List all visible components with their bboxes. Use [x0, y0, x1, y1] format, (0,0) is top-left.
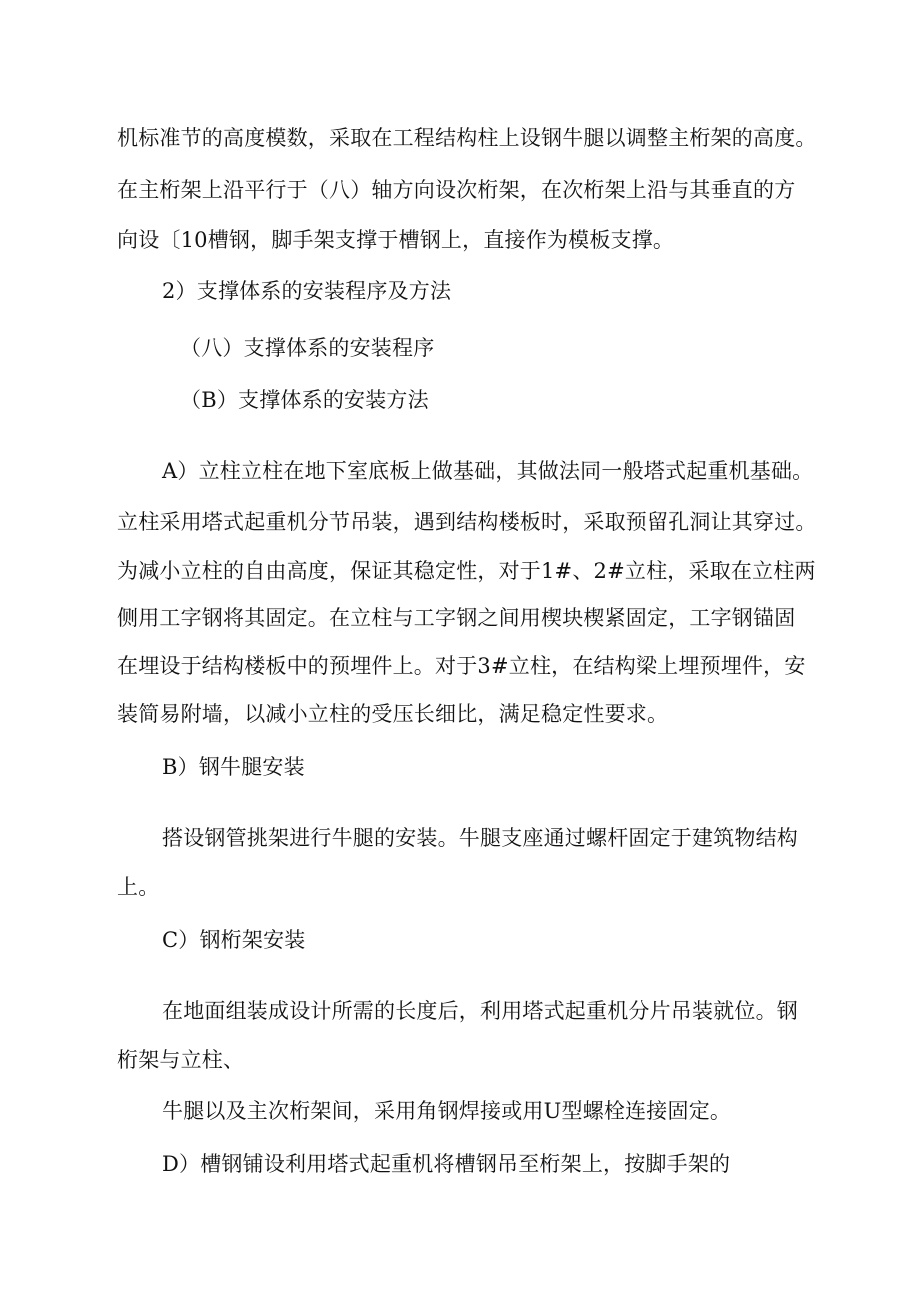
text-line: 装简易附墙，以减小立柱的受压长细比，满足稳定性要求。 — [117, 702, 669, 726]
text-line: A）立柱立柱在地下室底板上做基础，其做法同一般塔式起重机基础。 — [162, 459, 814, 483]
subsection-heading: （八）支撑体系的安装程序 — [180, 336, 435, 360]
text-line: 向设〔10槽钢，脚手架支撑于槽钢上，直接作为模板支撑。 — [117, 228, 675, 252]
text-line: 侧用工字钢将其固定。在立柱与工字钢之间用楔块楔紧固定，工字钢锚固 — [117, 606, 796, 630]
item-heading: C）钢桁架安装 — [162, 928, 306, 952]
text-line: D）槽钢铺设利用塔式起重机将槽钢吊至桁架上，按脚手架的 — [162, 1152, 731, 1176]
subsection-heading: （B）支撑体系的安装方法 — [180, 388, 429, 412]
text-line: 搭设钢管挑架进行牛腿的安装。牛腿支座通过螺杆固定于建筑物结构 — [162, 826, 798, 850]
text-line: 为减小立柱的自由高度，保证其稳定性，对于1#、2#立柱，采取在立柱两 — [117, 559, 816, 583]
text-line: 立柱采用塔式起重机分节吊装，遇到结构楼板时，采取预留孔洞让其穿过。 — [117, 510, 817, 534]
text-line: 牛腿以及主次桁架间，采用角钢焊接或用U型螺栓连接固定。 — [162, 1099, 732, 1123]
text-line: 在主桁架上沿平行于（八）轴方向设次桁架，在次桁架上沿与其垂直的方 — [117, 178, 796, 202]
item-heading: B）钢牛腿安装 — [162, 755, 305, 779]
text-line: 桁架与立柱、 — [117, 1048, 245, 1072]
text-line: 上。 — [117, 875, 160, 899]
text-line: 机标准节的高度模数，采取在工程结构柱上设钢牛腿以调整主桁架的高度。 — [117, 126, 817, 150]
text-line: 在埋设于结构楼板中的预埋件上。对于3#立柱，在结构梁上埋预埋件，安 — [117, 654, 806, 678]
section-heading: 2）支撑体系的安装程序及方法 — [162, 279, 452, 303]
text-line: 在地面组装成设计所需的长度后，利用塔式起重机分片吊装就位。钢 — [162, 999, 798, 1023]
